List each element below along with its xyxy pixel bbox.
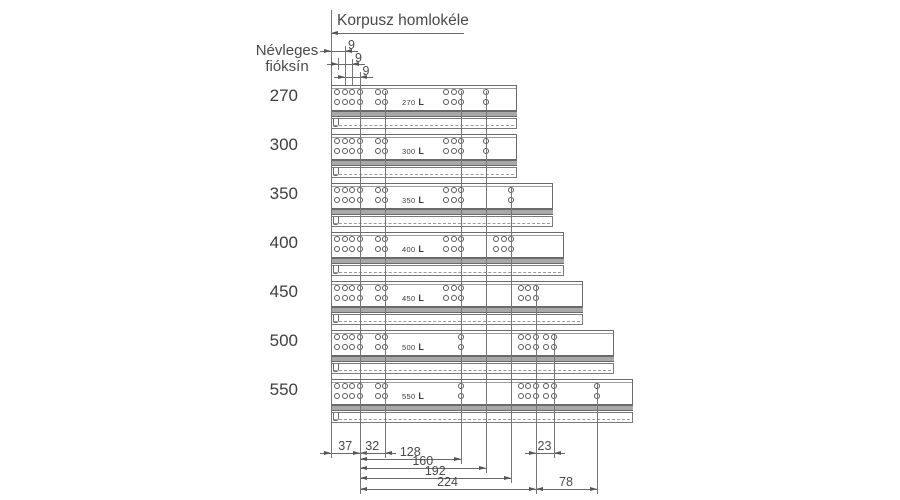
mounting-hole xyxy=(349,197,355,203)
rail-size-label-450: 450 xyxy=(269,282,298,301)
mounting-hole xyxy=(375,334,381,340)
dimension-arrow-icon xyxy=(324,451,331,455)
construction-line xyxy=(461,91,462,463)
rail-front-hook-icon xyxy=(333,217,339,225)
rail-size-label-270: 270 xyxy=(269,86,298,105)
construction-line xyxy=(597,384,598,493)
mounting-hole xyxy=(349,148,355,154)
mounting-hole xyxy=(451,89,457,95)
mounting-hole xyxy=(451,246,457,252)
mounting-hole xyxy=(342,187,348,193)
mounting-hole xyxy=(375,285,381,291)
rail-strip-dash xyxy=(334,272,561,273)
rail-strip xyxy=(331,216,553,227)
rail-front-hook-icon xyxy=(333,119,339,127)
mounting-hole xyxy=(543,334,549,340)
dimension-78-label: 78 xyxy=(559,475,573,489)
mounting-hole xyxy=(349,344,355,350)
mounting-hole xyxy=(525,344,531,350)
dimension-9-label-2: 9 xyxy=(355,51,362,65)
mounting-hole xyxy=(375,393,381,399)
dimension-37-label: 37 xyxy=(338,439,353,453)
rail-label-suffix: L xyxy=(418,146,425,156)
dimension-arrow-icon xyxy=(324,49,331,53)
mounting-hole xyxy=(349,187,355,193)
mounting-hole xyxy=(375,197,381,203)
rail-label-suffix: L xyxy=(418,293,425,303)
rail-size-label-300: 300 xyxy=(269,135,298,154)
mounting-hole xyxy=(334,295,340,301)
mounting-hole xyxy=(342,393,348,399)
rail-strip xyxy=(331,314,583,325)
rail-front-hook-icon xyxy=(333,168,339,176)
rail-size-label-400: 400 xyxy=(269,233,298,252)
construction-line xyxy=(331,10,332,457)
dimension-224-line xyxy=(360,489,536,490)
dimension-arrow-icon xyxy=(338,75,345,79)
mounting-hole xyxy=(342,89,348,95)
rail-strip-dash xyxy=(334,321,580,322)
rail-top-line xyxy=(332,284,582,285)
rail-front-hook-icon xyxy=(333,315,339,323)
mounting-hole xyxy=(375,187,381,193)
left-axis-label-line2: fióksín xyxy=(265,58,309,75)
rail-size-label-350: 350 xyxy=(269,184,298,203)
mounting-hole xyxy=(349,295,355,301)
rail-inner-label xyxy=(402,293,444,303)
mounting-hole xyxy=(451,138,457,144)
mounting-hole xyxy=(375,246,381,252)
mounting-hole xyxy=(342,197,348,203)
mounting-hole xyxy=(518,295,524,301)
rail-strip-dash xyxy=(334,125,514,126)
construction-line xyxy=(536,286,537,493)
dimension-9-label-3: 9 xyxy=(362,64,370,78)
mounting-hole xyxy=(334,246,340,252)
rail-band xyxy=(331,405,633,411)
mounting-hole xyxy=(451,285,457,291)
mounting-hole xyxy=(443,285,449,291)
mounting-hole xyxy=(443,236,449,242)
mounting-hole xyxy=(349,236,355,242)
mounting-hole xyxy=(349,99,355,105)
dimension-tick xyxy=(338,60,339,69)
dimension-tick xyxy=(345,47,346,56)
rail-length-text: 550 xyxy=(402,392,416,401)
mounting-hole xyxy=(349,138,355,144)
rail-inner-label xyxy=(402,146,444,156)
rail-inner-label xyxy=(402,391,444,401)
mounting-hole xyxy=(349,246,355,252)
dimension-224-label: 224 xyxy=(437,475,458,489)
mounting-hole xyxy=(451,295,457,301)
mounting-hole xyxy=(375,236,381,242)
rail-label-suffix: L xyxy=(418,97,425,107)
mounting-hole xyxy=(342,99,348,105)
rail-front-hook-icon xyxy=(333,266,339,274)
mounting-hole xyxy=(342,138,348,144)
mounting-hole xyxy=(518,344,524,350)
mounting-hole xyxy=(443,89,449,95)
mounting-hole xyxy=(451,197,457,203)
rail-strip-dash xyxy=(334,370,611,371)
mounting-hole xyxy=(501,246,507,252)
mounting-hole xyxy=(349,334,355,340)
mounting-hole xyxy=(518,383,524,389)
mounting-hole xyxy=(443,138,449,144)
mounting-hole xyxy=(543,344,549,350)
dimension-tick xyxy=(554,449,555,458)
mounting-hole xyxy=(525,334,531,340)
mounting-hole xyxy=(334,236,340,242)
mounting-hole xyxy=(543,393,549,399)
rail-strip-dash xyxy=(334,223,550,224)
rail-inner-label xyxy=(402,244,444,254)
rail-length-text: 350 xyxy=(402,196,416,205)
mounting-hole xyxy=(518,334,524,340)
mounting-hole xyxy=(375,383,381,389)
mounting-hole xyxy=(349,393,355,399)
mounting-hole xyxy=(443,187,449,193)
rail-top-line xyxy=(332,333,613,334)
dimension-9-label-1: 9 xyxy=(348,38,355,52)
mounting-hole xyxy=(501,236,507,242)
rail-label-suffix: L xyxy=(418,342,425,352)
front-edge-arrow-icon xyxy=(331,31,338,35)
mounting-hole xyxy=(342,344,348,350)
mounting-hole xyxy=(342,246,348,252)
rail-label-suffix: L xyxy=(418,391,425,401)
mounting-hole xyxy=(334,148,340,154)
mounting-hole xyxy=(375,99,381,105)
construction-line xyxy=(554,335,555,457)
dimension-tick xyxy=(597,485,598,494)
mounting-hole xyxy=(334,138,340,144)
mounting-hole xyxy=(334,197,340,203)
mounting-hole xyxy=(342,295,348,301)
dimension-tick xyxy=(352,60,353,69)
mounting-hole xyxy=(342,236,348,242)
mounting-hole xyxy=(375,148,381,154)
drawing-title: Korpusz homlokéle xyxy=(337,12,469,29)
mounting-hole xyxy=(525,393,531,399)
rail-inner-label xyxy=(402,97,444,107)
rail-strip xyxy=(331,265,564,276)
rail-length-text: 450 xyxy=(402,294,416,303)
dimension-192-label: 192 xyxy=(424,464,446,478)
rail-inner-label xyxy=(402,195,444,205)
mounting-hole xyxy=(334,334,340,340)
mounting-hole xyxy=(451,236,457,242)
mounting-hole xyxy=(349,89,355,95)
rail-length-text: 270 xyxy=(402,98,416,107)
rail-front-hook-icon xyxy=(333,413,339,421)
dimension-32-label: 32 xyxy=(365,439,380,453)
mounting-hole xyxy=(334,383,340,389)
dimension-arrow-icon xyxy=(554,451,561,455)
rail-length-text: 400 xyxy=(402,245,416,254)
construction-line xyxy=(360,72,361,493)
mounting-hole xyxy=(493,236,499,242)
mounting-hole xyxy=(342,334,348,340)
rail-length-text: 500 xyxy=(402,343,416,352)
dimension-128-label: 128 xyxy=(399,445,421,459)
mounting-hole xyxy=(334,187,340,193)
mounting-hole xyxy=(342,285,348,291)
mounting-hole xyxy=(342,383,348,389)
dimension-tick xyxy=(345,73,346,82)
dimension-tick xyxy=(331,47,332,56)
mounting-hole xyxy=(334,99,340,105)
dimension-arrow-icon xyxy=(331,62,338,66)
left-axis-label-line1: Névleges xyxy=(255,42,319,59)
mounting-hole xyxy=(342,148,348,154)
mounting-hole xyxy=(518,393,524,399)
mounting-hole xyxy=(525,383,531,389)
mounting-hole xyxy=(451,99,457,105)
mounting-hole xyxy=(375,295,381,301)
rail-strip-dash xyxy=(334,419,630,420)
mounting-hole xyxy=(525,285,531,291)
dimension-23-label: 23 xyxy=(537,439,552,453)
rail-band xyxy=(331,356,614,362)
rail-label-suffix: L xyxy=(418,244,425,254)
mounting-hole xyxy=(451,148,457,154)
rail-size-label-500: 500 xyxy=(269,331,298,350)
mounting-hole xyxy=(375,89,381,95)
rail-band xyxy=(331,258,564,264)
dimension-arrow-icon xyxy=(529,451,536,455)
mounting-hole xyxy=(525,295,531,301)
mounting-hole xyxy=(451,187,457,193)
dimension-160-label: 160 xyxy=(412,454,434,468)
mounting-hole xyxy=(543,383,549,389)
rail-front-hook-icon xyxy=(333,364,339,372)
rail-band xyxy=(331,307,583,313)
mounting-hole xyxy=(375,344,381,350)
rail-strip xyxy=(331,363,614,374)
mounting-hole xyxy=(349,285,355,291)
mounting-hole xyxy=(334,285,340,291)
rail-strip-dash xyxy=(334,174,514,175)
construction-line xyxy=(385,91,386,457)
mounting-hole xyxy=(334,89,340,95)
rail-size-label-550: 550 xyxy=(269,380,298,399)
mounting-hole xyxy=(349,383,355,389)
rail-strip xyxy=(331,412,633,423)
construction-line xyxy=(486,91,487,473)
rail-inner-label xyxy=(402,342,444,352)
dimension-78-line xyxy=(536,489,597,490)
construction-line xyxy=(511,188,512,483)
rail-label-suffix: L xyxy=(418,195,425,205)
title-underline xyxy=(331,33,464,34)
mounting-hole xyxy=(518,285,524,291)
rail-top-line xyxy=(332,186,552,187)
rail-length-text: 300 xyxy=(402,147,416,156)
mounting-hole xyxy=(334,393,340,399)
mounting-hole xyxy=(375,138,381,144)
rail-band xyxy=(331,209,553,215)
dimension-arrow-icon xyxy=(353,451,360,455)
mounting-hole xyxy=(334,344,340,350)
mounting-hole xyxy=(493,246,499,252)
dimension-tick xyxy=(360,73,361,82)
